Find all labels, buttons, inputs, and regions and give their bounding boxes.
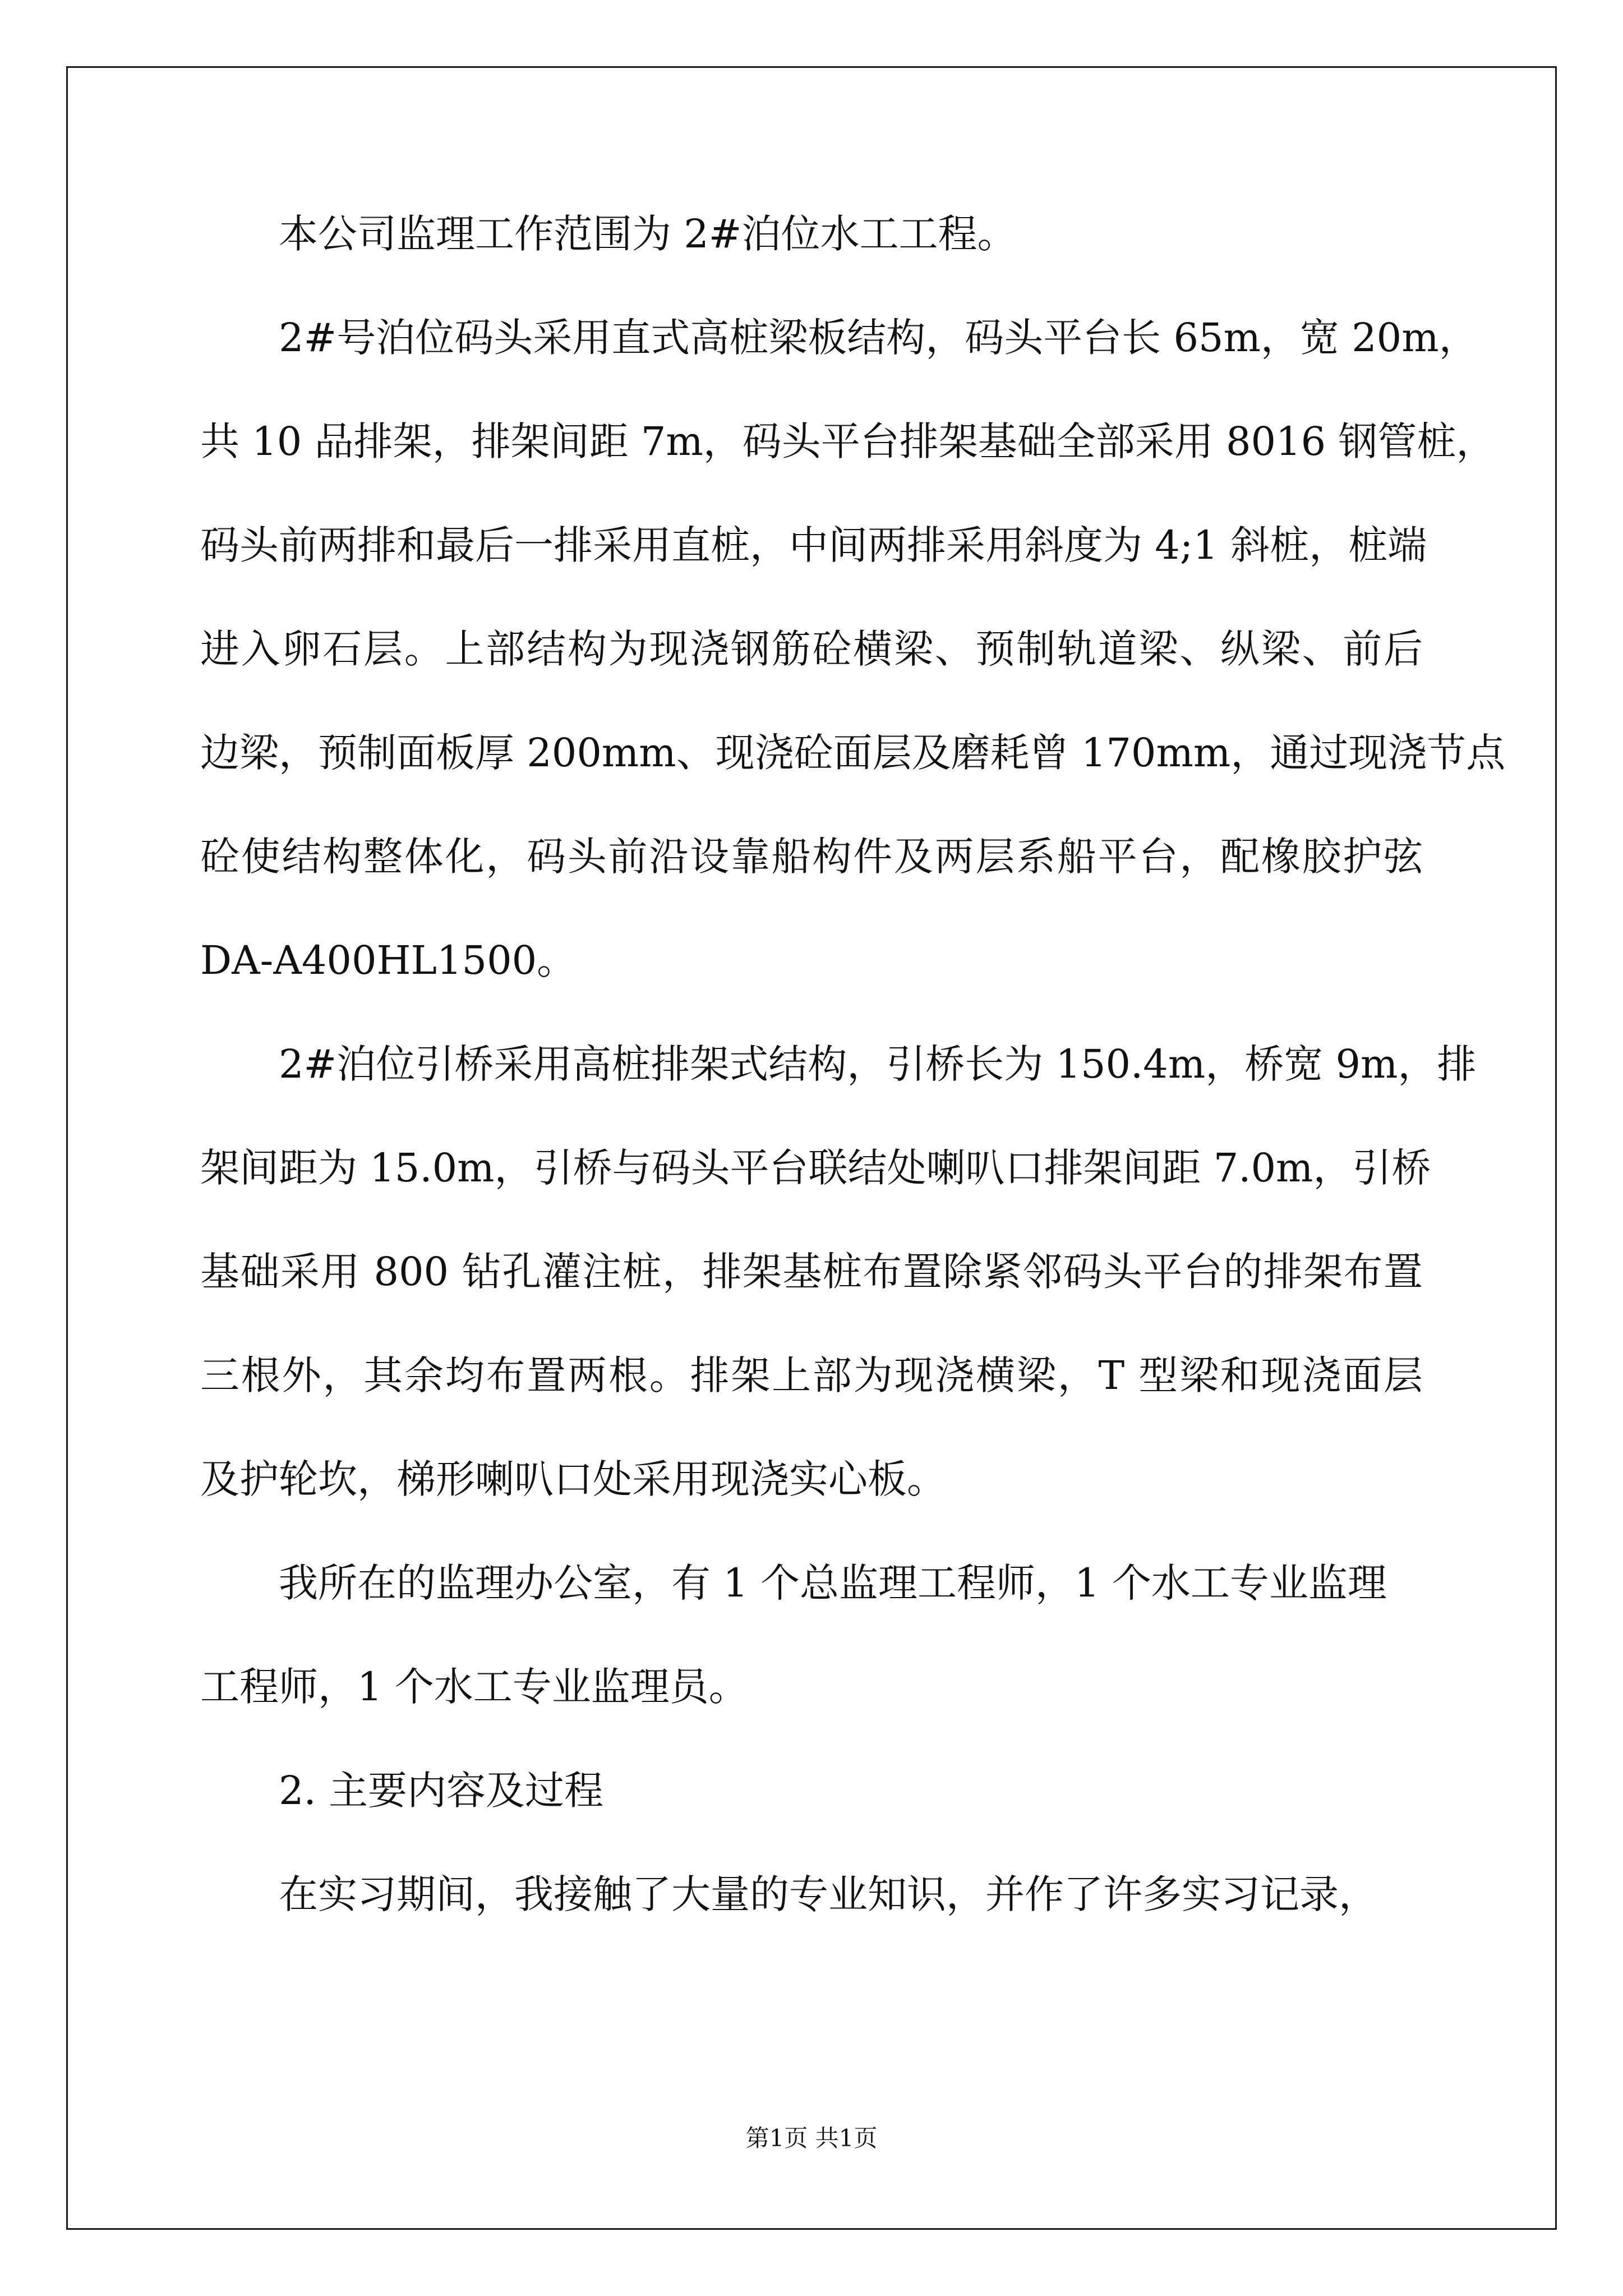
body-text-line: 砼使结构整体化，码头前沿设靠船构件及两层系船平台，配橡胶护弦 — [200, 834, 1423, 880]
section-heading: 2. 主要内容及过程 — [279, 1768, 604, 1814]
body-text-line: 进入卵石层。上部结构为现浇钢筋砼横梁、预制轨道梁、纵梁、前后 — [200, 626, 1423, 672]
body-text-line: 架间距为 15.0m，引桥与码头平台联结处喇叭口排架间距 7.0m，引桥 — [200, 1145, 1431, 1191]
body-text-line: 我所在的监理办公室，有 1 个总监理工程师，1 个水工专业监理 — [279, 1560, 1387, 1606]
body-text-line: 本公司监理工作范围为 2#泊位水工工程。 — [279, 211, 1017, 257]
body-text-line: 共 10 品排架，排架间距 7m，码头平台排架基础全部采用 8016 钢管桩， — [200, 418, 1496, 464]
body-text-line: 2#泊位引桥采用高桩排架式结构，引桥长为 150.4m，桥宽 9m，排 — [279, 1041, 1477, 1087]
body-text-line: 2#号泊位码头采用直式高桩梁板结构，码头平台长 65m，宽 20m， — [279, 315, 1478, 361]
body-text-line: 三根外，其余均布置两根。排架上部为现浇横梁，T 型梁和现浇面层 — [200, 1352, 1423, 1398]
body-text-line: DA-A400HL1500。 — [200, 937, 577, 983]
body-text-line: 边梁，预制面板厚 200mm、现浇砼面层及磨耗曾 170mm，通过现浇节点 — [200, 730, 1506, 776]
body-text-line: 及护轮坎，梯形喇叭口处采用现浇实心板。 — [200, 1456, 946, 1502]
body-text-line: 在实习期间，我接触了大量的专业知识，并作了许多实习记录， — [279, 1871, 1378, 1917]
body-text-line: 基础采用 800 钻孔灌注桩，排架基桩布置除紧邻码头平台的排架布置 — [200, 1249, 1423, 1295]
page-footer: 第1页 共1页 — [745, 2124, 878, 2152]
body-text-line: 码头前两排和最后一排采用直桩，中间两排采用斜度为 4;1 斜桩，桩端 — [200, 522, 1427, 568]
body-text-line: 工程师，1 个水工专业监理员。 — [200, 1664, 748, 1710]
